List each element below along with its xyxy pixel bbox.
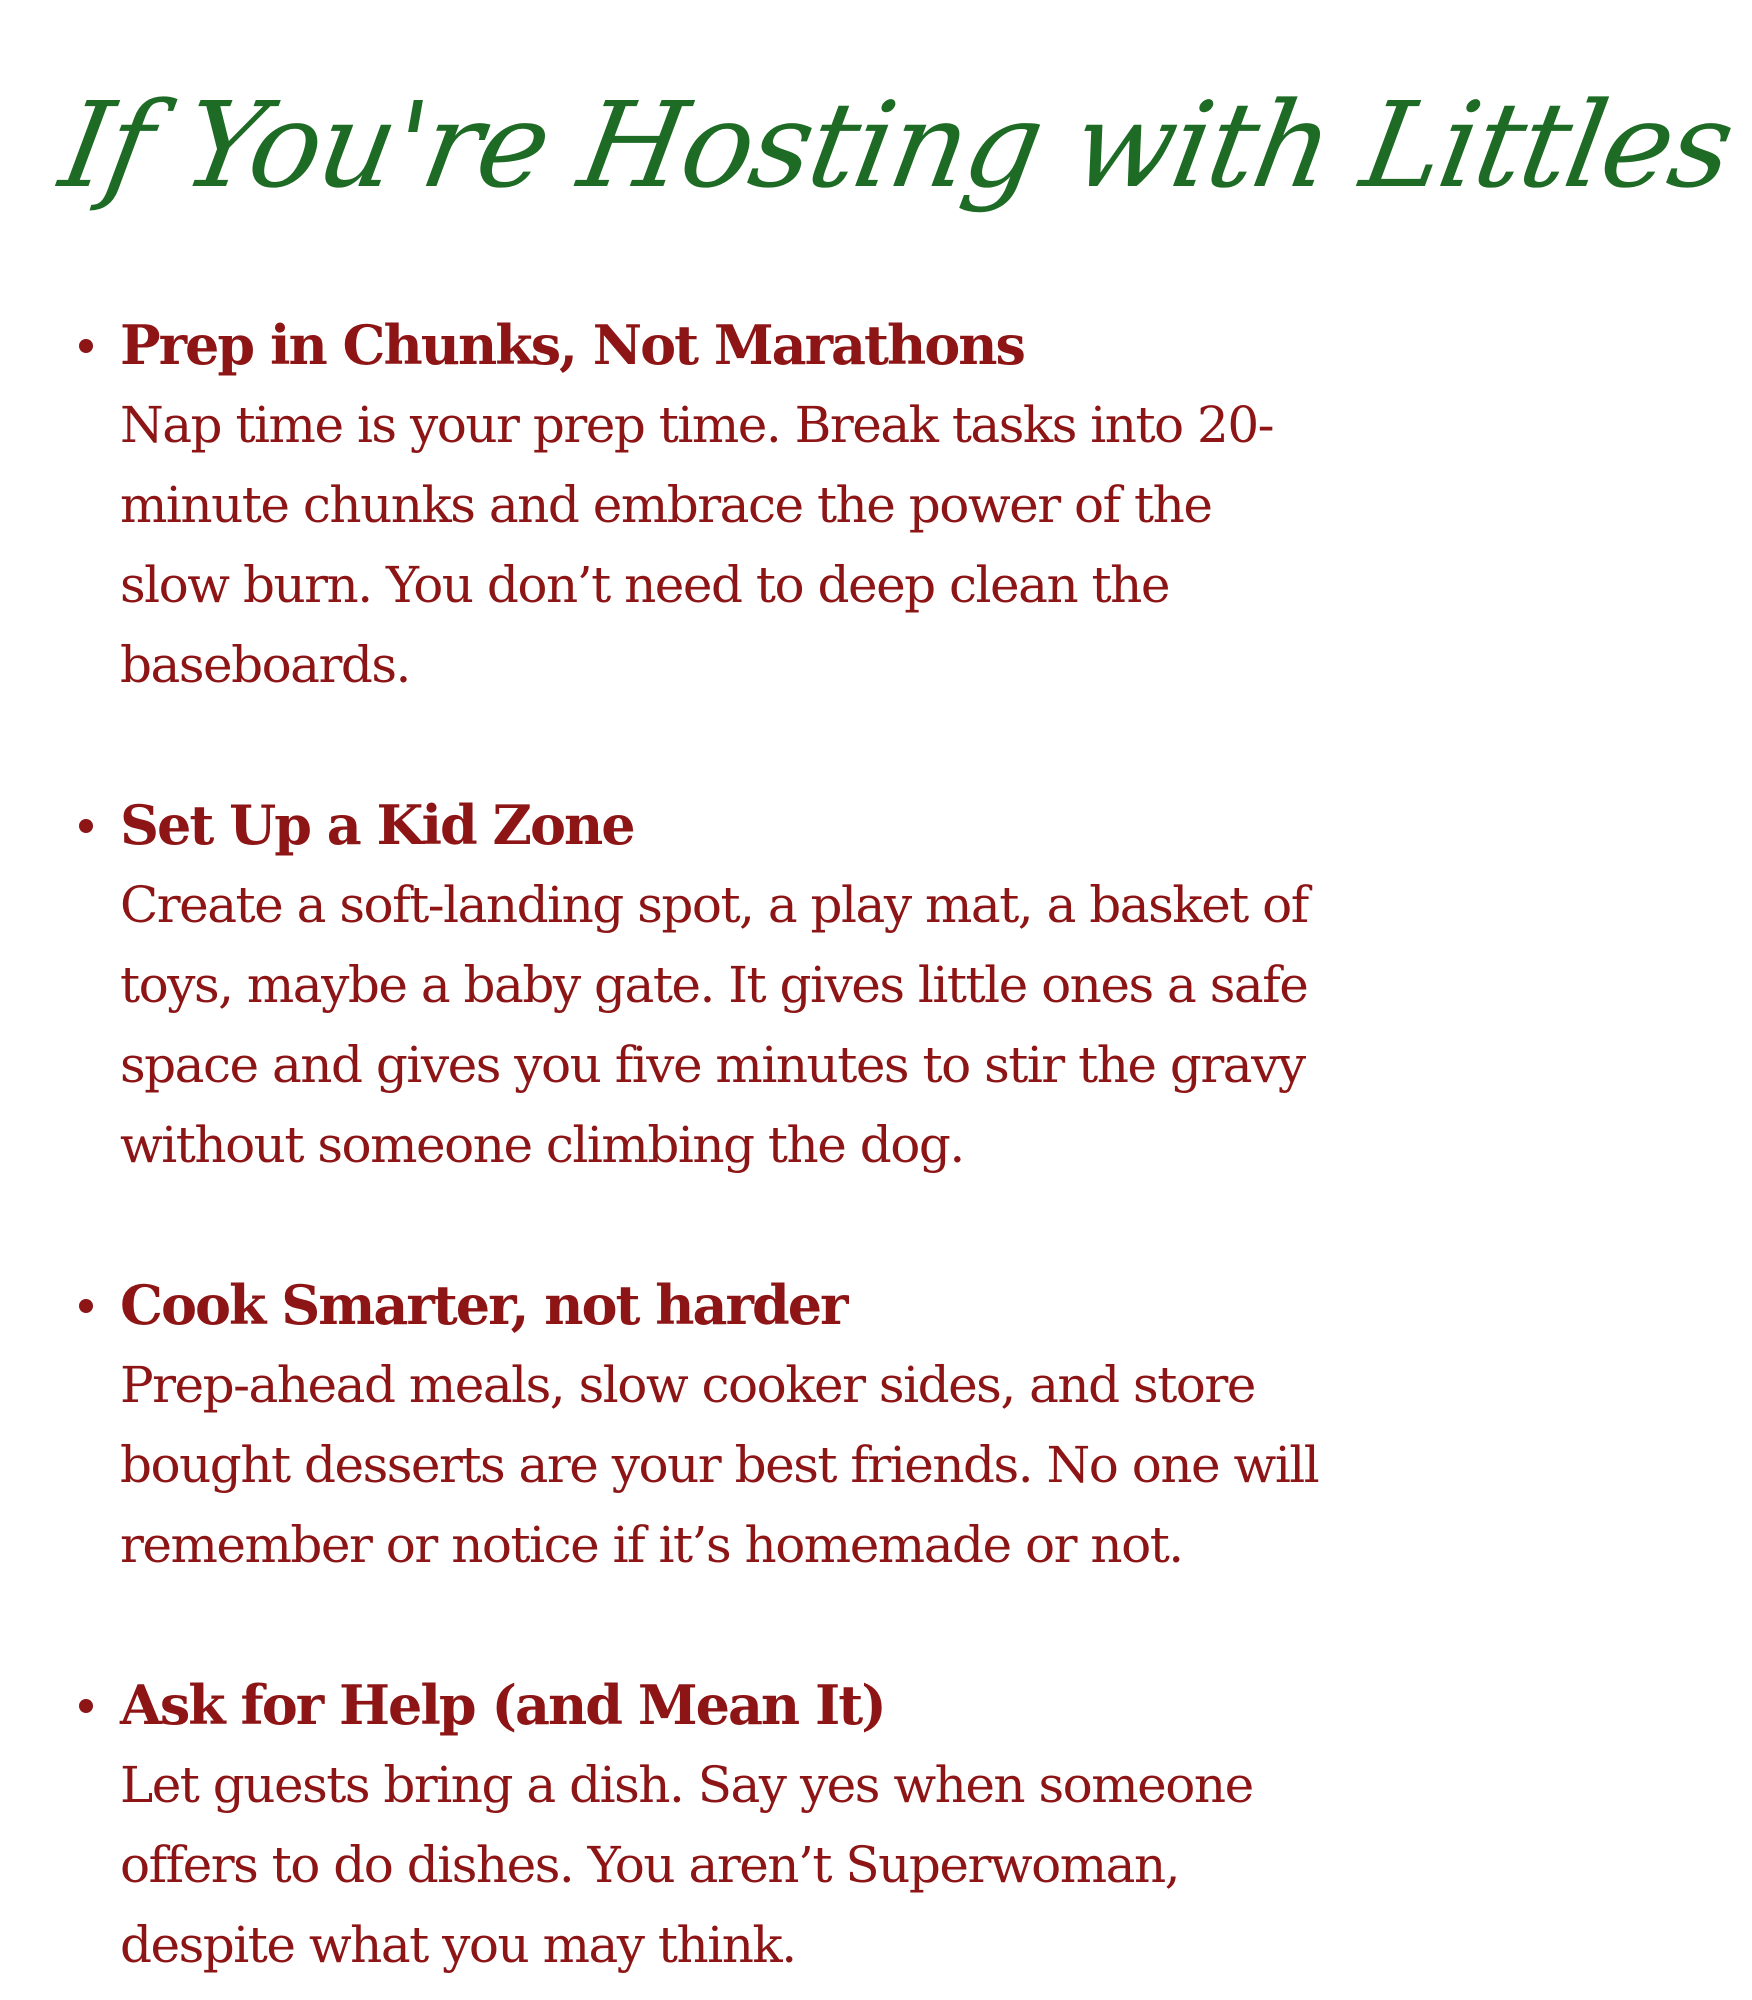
tip-heading: Set Up a Kid Zone [120, 793, 634, 857]
tip-body [120, 385, 1480, 705]
bullet-icon [79, 339, 93, 353]
bullet-icon [79, 819, 93, 833]
page-title: If You're Hosting with Littles [51, 76, 1743, 214]
tip-heading: Prep in Chunks, Not Marathons [120, 313, 1024, 377]
tip-heading: Cook Smarter, not harder [120, 1273, 847, 1337]
bullet-icon [79, 1699, 93, 1713]
tip-body-line: toys, maybe a baby gate. It gives little ones a safe [120, 956, 1308, 1014]
tip-body-line: minute chunks and embrace the power of the [120, 476, 1212, 534]
tip-body [120, 1345, 1480, 1585]
tip-body [120, 865, 1480, 1185]
tip-body-line: despite what you may think. [120, 1916, 796, 1974]
tip-body-line: Prep-ahead meals, slow cooker sides, and store [120, 1356, 1255, 1414]
tip-body-line: bought desserts are your best friends. No one will [120, 1436, 1319, 1494]
bullet-icon [79, 1299, 93, 1313]
tip-body-line: baseboards. [120, 636, 410, 694]
tip-body-line: Let guests bring a dish. Say yes when someone [120, 1756, 1253, 1814]
tip-body-line: slow burn. You don’t need to deep clean the [120, 556, 1169, 614]
tip-body-line: offers to do dishes. You aren’t Superwoman, [120, 1836, 1180, 1894]
tip-body-line: space and gives you five minutes to stir the gravy [120, 1036, 1305, 1094]
tip-body-line: Create a soft-landing spot, a play mat, a basket of [120, 876, 1308, 934]
tip-body-line: without someone climbing the dog. [120, 1116, 964, 1174]
tip-body [120, 1745, 1480, 1985]
tip-heading: Ask for Help (and Mean It) [120, 1673, 885, 1737]
tip-body-line: remember or notice if it’s homemade or not. [120, 1516, 1183, 1574]
tip-body-line: Nap time is your prep time. Break tasks into 20- [120, 396, 1274, 454]
